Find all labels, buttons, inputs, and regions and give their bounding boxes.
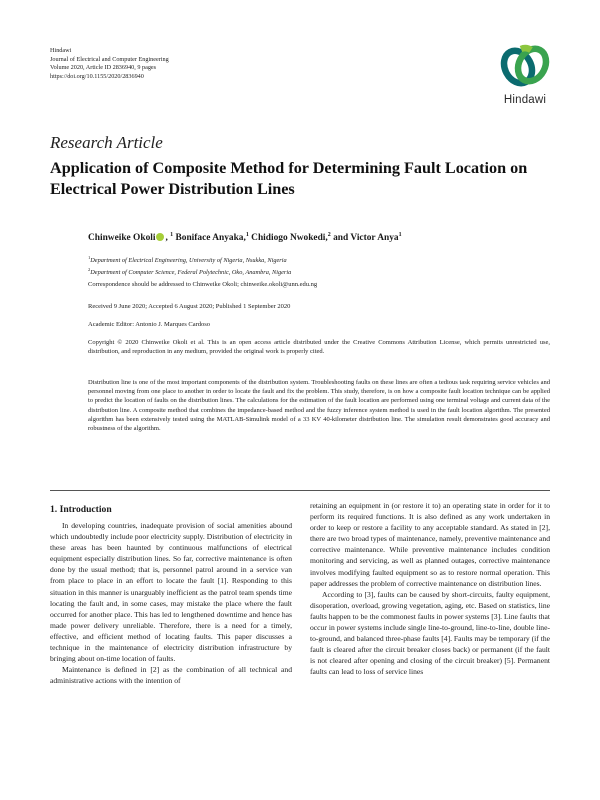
affiliations — [88, 253, 291, 278]
left-column — [50, 520, 292, 686]
abstract: Distribution line is one of the most important components of the distribution system. Troubleshooting faults on these lines are often a tedious task requiring service vehicles and personnel moving from one place to another in order to locate the fault and fix the problem. This study, therefore, is on how a composite fault location technique can be applied to predict the location of faults on the distribution lines. The calculations for the estimation of the fault location are performed using one terminal voltage and current data of the distribution line. A composite method that combines the impedance-based method and the fuzzy inference system method is used in the fault location algorithm. The presented algorithm has been extensively tested using the MATLAB-Simulink model of a 33 KV 40-kilometer distribution line. The simulation result demonstrates good accuracy and robustness of the algorithm. — [88, 379, 550, 433]
paragraph: retaining an equipment in (or restore it to) an operating state in order for it to perform its required functions. It is also defined as any work undertaken in order to keep or restore a facility to any acceptable standard. As stated in [2], there are two broad types of maintenance, namely, preventive maintenance and corrective maintenance. While preventive maintenance includes condition monitoring and servicing, as well as planned outages, corrective maintenance involves modifying faulted equipment so as to restore normal operation. This paper addresses the problem of corrective maintenance on distribution lines. — [310, 501, 550, 588]
doi-link[interactable]: https://doi.org/10.1155/2020/2836940 — [50, 72, 144, 80]
author-name[interactable]: and Victor Anya — [333, 233, 399, 244]
paragraph: In developing countries, inadequate provision of social amenities abound which undoubtedly include poor electricity supply. Distribution of electricity in these areas has been haunted by continuous malfunctions of electrical equipment especially distribution lines. So far, corrective maintenance is often done by the usual method; that is, personnel patrol around in a service van from place to place in an effort to locate the fault [1]. Responding to this situation in this manner is unarguably inefficient as the patrol team spends time locating the fault and, in some cases, may mistake the place where the fault occurred for another place. This has led to lengthened downtime and hence has made power delivery unreliable. Therefore, there is a need for a timely, effective, and efficient method of locating faults. This paper discusses a technique in the maintenance of electricity distribution infrastructure by bringing about on-time location of faults. — [50, 521, 292, 664]
affiliation-sup: 2 — [88, 267, 91, 273]
author-list — [88, 232, 402, 243]
affiliation-sup: 1 — [88, 255, 91, 260]
correspondence: Correspondence should be addressed to Chinweike Okoli; chinweike.okoli@unn.edu.ng — [88, 281, 318, 288]
affiliation — [88, 253, 291, 265]
journal-name: Journal of Electrical and Computer Engineering — [50, 55, 169, 63]
author-name[interactable]: Boniface Anyaka, — [175, 233, 246, 244]
article-type: Research Article — [50, 133, 163, 152]
hindawi-logo-icon — [492, 38, 558, 94]
hindawi-logo[interactable] — [492, 38, 558, 110]
section-divider — [50, 490, 550, 491]
author-affil-sup: 2 — [327, 232, 331, 238]
right-column — [310, 500, 550, 678]
author-name[interactable]: Chinweike Okoli — [88, 233, 156, 244]
affiliation-text: Department of Electrical Engineering, University of Nigeria, Nsukka, Nigeria — [90, 257, 287, 265]
publisher-name: Hindawi — [50, 47, 72, 54]
copyright-notice: Copyright © 2020 Chinweike Okoli et al. This is an open access article distributed under the Creative Commons Attribution License, which permits unrestricted use, distribution, and reproduction in any medium, provided the original work is properly cited. — [88, 339, 550, 356]
orcid-icon[interactable] — [156, 233, 164, 241]
affiliation-text: Department of Computer Science, Federal Polytechnic, Oko, Anambra, Nigeria — [90, 269, 292, 277]
volume-line: Volume 2020, Article ID 2836940, 9 pages — [50, 64, 157, 72]
author-affil-sup: 1 — [245, 232, 249, 238]
author-affil-sup: 1 — [398, 232, 402, 238]
paragraph: According to [3], faults can be caused by short-circuits, faulty equipment, disoperation, overload, growing vegetation, aging, etc. Based on statistics, line faults happen to be the commonest faults in power systems [3]. Line faults that occur in power systems include single line-to-ground, line-to-line, double line-to-ground, and balanced three-phase faults [4]. Faults may be temporary (if the fault is cleared after the circuit breaker closes back) or permanent (if the fault is not cleared after opening and closing of the circuit breaker) [5]. Permanent faults can lead to loss of service lines — [310, 589, 550, 677]
article-title: Application of Composite Method for Determining Fault Location on Electrical Power Distribution Lines — [50, 159, 528, 198]
author-separator: , — [165, 233, 171, 244]
publication-dates: Received 9 June 2020; Accepted 6 August 2020; Published 1 September 2020 — [88, 303, 291, 310]
hindawi-logo-text: Hindawi — [503, 94, 547, 106]
academic-editor: Academic Editor: Antonio J. Marques Cardoso — [88, 321, 211, 328]
author-affil-sup: 1 — [170, 232, 174, 238]
paragraph: Maintenance is defined in [2] as the combination of all technical and administrative actions with the intention of — [50, 665, 292, 686]
journal-meta — [50, 47, 169, 81]
affiliation — [88, 265, 291, 277]
section-heading: 1. Introduction — [50, 504, 112, 515]
author-name[interactable]: Chidiogo Nwokedi, — [251, 233, 328, 244]
